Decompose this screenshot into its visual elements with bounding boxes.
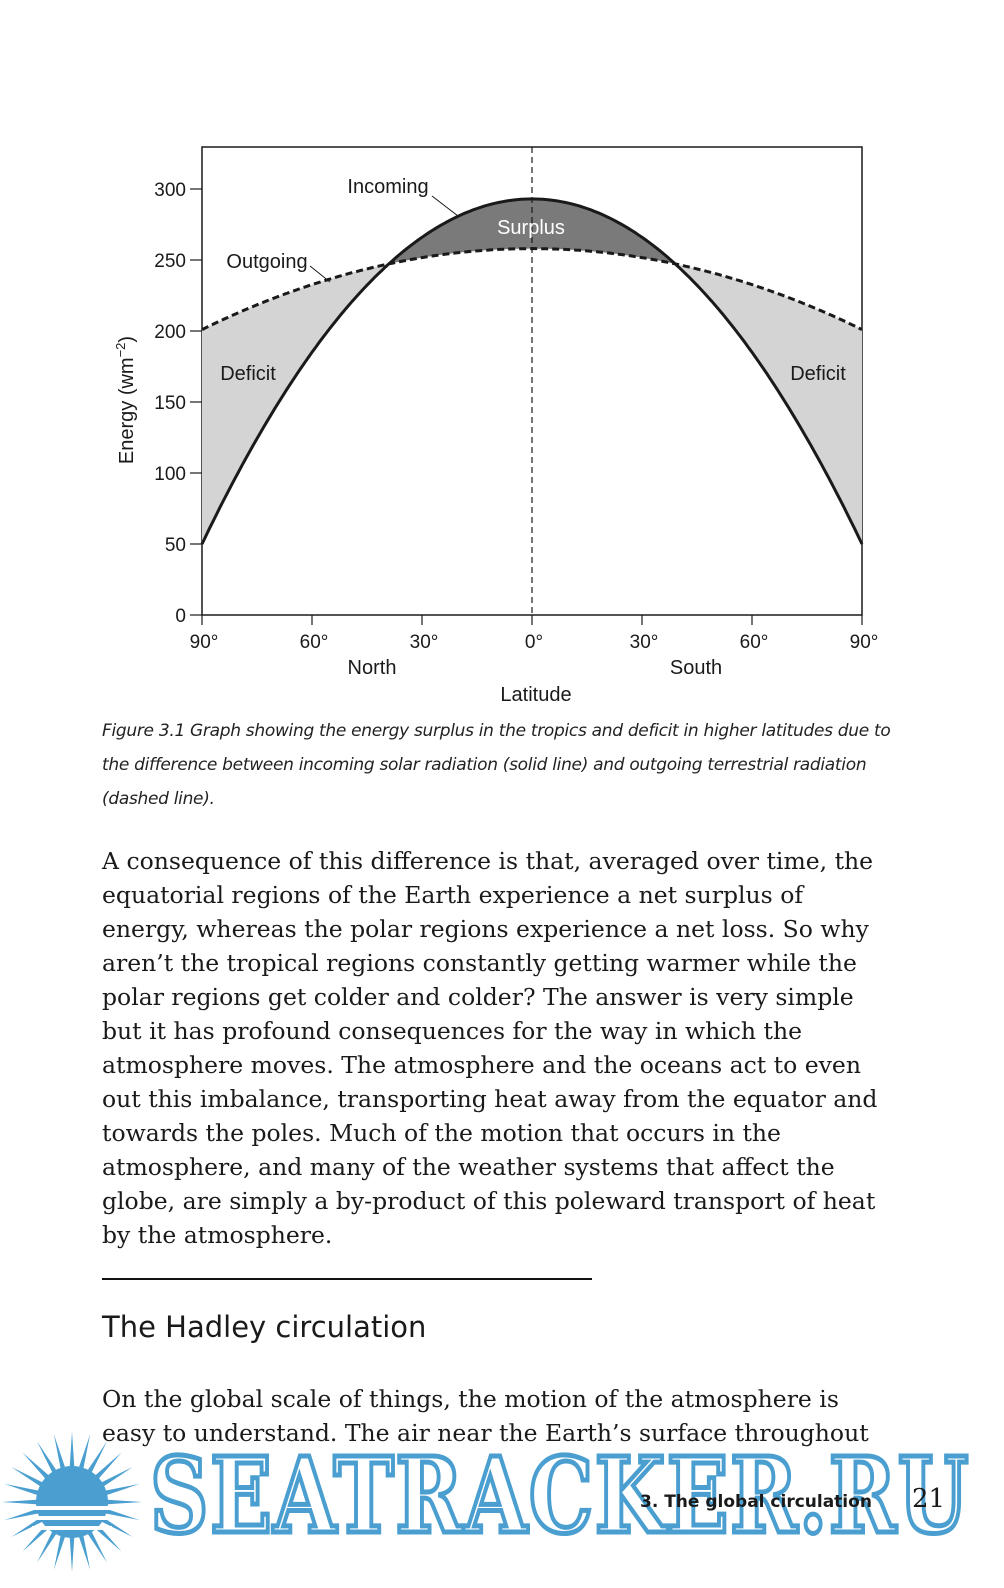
x-axis-label: Latitude — [500, 684, 572, 706]
incoming-label: Incoming — [347, 176, 429, 198]
sun-ray — [79, 1534, 91, 1570]
body-paragraph-1: A consequence of this difference is that, averaged over time, the equatorial regions of the Earth experience a net surplus of energy, whereas the polar regions experience a net loss. So why aren’t the tropical regions constantly getting warmer while the polar regions get colder and colder? The answer is very simple but it has profound consequences for the way in which the atmosphere moves. The atmosphere and the oceans act to even out this imbalance, transporting heat away from the equator and towards the poles. Much of the motion that occurs in the atmosphere, and many of the weather systems that affect the globe, are simply a by-product of this poleward transport of heat by the atmosphere. — [102, 847, 878, 1249]
section-heading: The Hadley circulation — [102, 1310, 427, 1344]
page-number: 21 — [912, 1484, 946, 1514]
deficit-region-south — [677, 264, 862, 544]
y-axis-label: Energy $(wm^{-2})$ — [113, 335, 138, 465]
x-tick-label: 30° — [409, 632, 439, 653]
sun-ray — [79, 1434, 91, 1470]
y-tick-label: 50 — [164, 535, 186, 556]
sun-ray — [70, 1536, 75, 1572]
x-tick-label: 0° — [524, 632, 544, 653]
deficit-region-north — [202, 264, 387, 544]
sun-ray — [104, 1484, 140, 1496]
watermark-text: SEATRACKER.RU — [150, 1434, 970, 1557]
sun-ray — [54, 1534, 66, 1570]
sun-ray — [54, 1434, 66, 1470]
north-label: North — [347, 657, 397, 679]
y-tick-label: 100 — [154, 464, 186, 485]
x-tick-label: 90° — [189, 632, 219, 653]
sun-ray — [106, 1500, 142, 1505]
y-tick-label: 300 — [154, 180, 186, 201]
section-divider — [102, 1278, 592, 1280]
sun-ray — [4, 1484, 40, 1496]
outgoing-label: Outgoing — [226, 251, 308, 273]
y-tick-label: 200 — [154, 322, 186, 343]
surplus-label: Surplus — [497, 217, 565, 239]
x-tick-label: 60° — [739, 632, 769, 653]
sun-ray — [2, 1500, 38, 1505]
sun-ray — [70, 1432, 75, 1468]
running-head: 3. The global circulation — [640, 1492, 872, 1512]
south-label: South — [669, 657, 723, 679]
x-tick-label: 30° — [629, 632, 659, 653]
y-tick-label: 150 — [154, 393, 186, 414]
body-paragraph-2: On the global scale of things, the motion of the atmosphere is easy to understand. The air near the Earth’s surface throughout — [102, 1385, 869, 1447]
deficit-label-south: Deficit — [790, 363, 846, 385]
sun-logo — [2, 1432, 142, 1572]
y-tick-label: 0 — [175, 606, 186, 627]
energy-balance-chart — [0, 0, 1004, 710]
sun-wave-line — [32, 1526, 112, 1530]
sun-wave-line — [32, 1516, 112, 1520]
sun-wave-line — [32, 1506, 112, 1510]
deficit-label-north: Deficit — [220, 363, 276, 385]
y-tick-label: 250 — [154, 251, 186, 272]
figure-caption: Figure 3.1 Graph showing the energy surplus in the tropics and deficit in higher latitudes due to the difference between incoming solar radiation (solid line) and outgoing terrestrial radiation (dashed line). — [102, 721, 891, 809]
outgoing-leader-line — [310, 266, 330, 282]
incoming-leader-line — [432, 196, 458, 216]
x-tick-label: 60° — [299, 632, 329, 653]
x-tick-label: 90° — [849, 632, 879, 653]
